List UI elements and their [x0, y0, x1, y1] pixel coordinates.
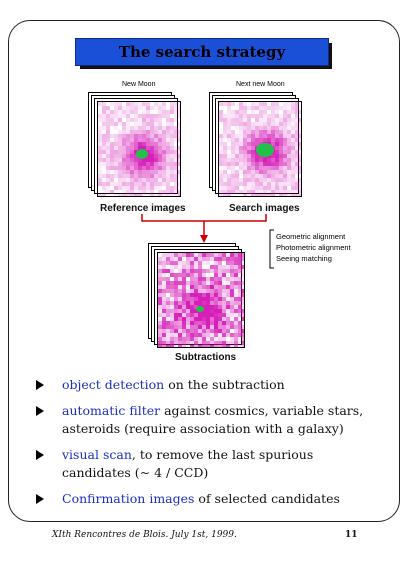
- step-geometric: Geometric alignment: [276, 232, 346, 241]
- bullet-item: visual scan, to remove the last spurious candidates (∼ 4 / CCD): [36, 446, 376, 482]
- bullet-arrow-icon: [36, 406, 44, 416]
- page-number: 11: [345, 530, 358, 540]
- step-photometric: Photometric alignment: [276, 243, 351, 252]
- bullet-item: Confirmation images of selected candidates: [36, 490, 376, 508]
- new-moon-caption: New Moon: [122, 81, 156, 88]
- footer-conference: XIth Rencontres de Blois. July 1st, 1999.: [52, 530, 237, 540]
- bullet-list: [36, 376, 376, 516]
- subtraction-image: [157, 252, 245, 348]
- subtraction-image-stack: [148, 243, 248, 353]
- bullet-arrow-icon: [36, 450, 44, 460]
- processing-steps: [276, 231, 351, 264]
- bullet-arrow-icon: [36, 494, 44, 504]
- search-images-label: Search images: [229, 203, 300, 214]
- slide-title: The search strategy: [75, 38, 329, 66]
- bullet-arrow-icon: [36, 380, 44, 390]
- next-new-moon-caption: Next new Moon: [236, 81, 285, 88]
- bullet-item: automatic filter against cosmics, variable stars, asteroids (require association with a galaxy): [36, 402, 376, 438]
- step-seeing: Seeing matching: [276, 254, 332, 263]
- subtractions-label: Subtractions: [175, 352, 237, 363]
- bullet-item: object detection on the subtraction: [36, 376, 376, 394]
- reference-images-label: Reference images: [100, 203, 186, 214]
